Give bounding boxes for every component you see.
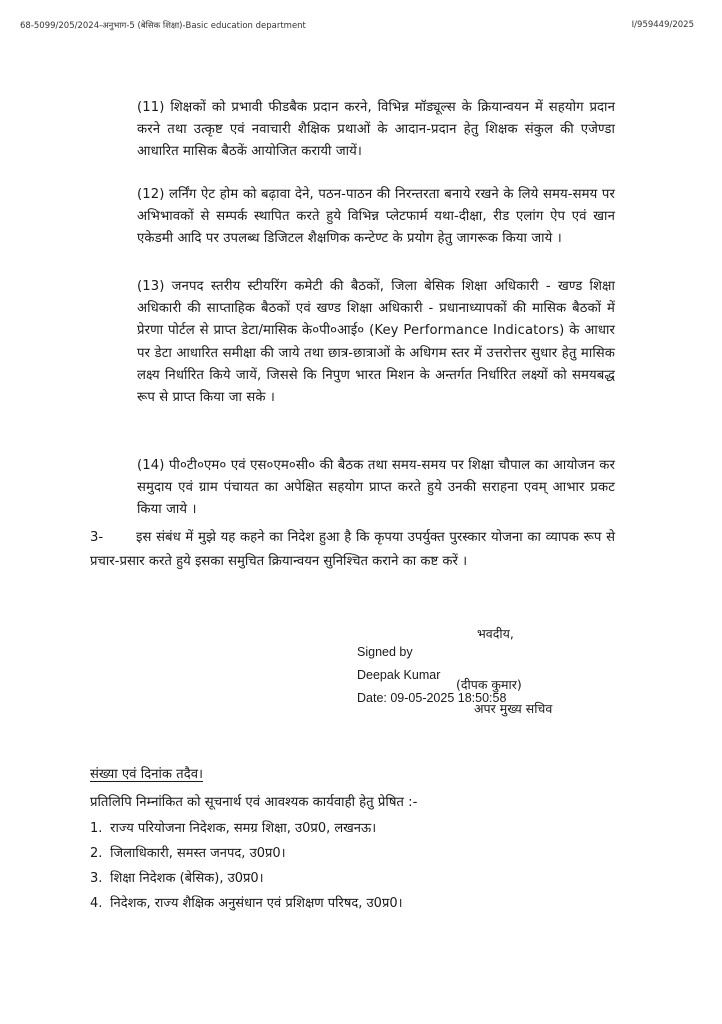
list-item <box>90 841 403 866</box>
list-item-text: निदेशक, राज्य शैक्षिक अनुसंधान एवं प्रशिक्षण परिषद, उ0प्र0। <box>110 896 403 911</box>
list-item <box>90 816 403 841</box>
digital-signature-date: Date: 09-05-2025 18:50:58 <box>357 691 507 705</box>
list-item-number: 4. <box>90 896 103 911</box>
paragraph-3-number: 3- <box>90 530 104 545</box>
paragraph-13: (13) जनपद स्तरीय स्टीयरिंग कमेटी की बैठकों, जिला बेसिक शिक्षा अधिकारी - खण्ड शिक्षा अधिकारी की साप्ताहिक बैठकों एवं खण्ड शिक्षा अधिकारी - प्रधानाध्यापकों की मासिक बैठकों में प्रेरणा पोर्टल से प्राप्त डेटा/मासिक के०पी०आई० (Key Performance Indicators) के आधार पर डेटा आधारित समीक्षा की जाये तथा छात्र-छात्राओं के अधिगम स्तर में उत्तरोत्तर सुधार हेतु मासिक लक्ष्य निर्धारित किये जायें, जिससे कि निपुण भारत मिशन के अन्तर्गत निर्धारित लक्ष्यों को समयबद्ध रूप से प्राप्त किया जा सके । <box>137 279 615 406</box>
closing-salutation: भवदीय, <box>477 626 514 641</box>
signatory-designation: अपर मुख्य सचिव <box>474 701 553 716</box>
signatory-hindi-name: (दीपक कुमार) <box>456 677 522 692</box>
list-item <box>90 866 403 891</box>
paragraph-3 <box>90 526 615 574</box>
list-item-text: राज्य परियोजना निदेशक, समग्र शिक्षा, उ0प्र0, लखनऊ। <box>110 821 377 836</box>
paragraph-12: (12) लर्निंग ऐट होम को बढ़ावा देने, पठन-पाठन की निरन्तरता बनाये रखने के लिये समय-समय पर अभिभावकों से सम्पर्क स्थापित करते हुये विभिन्न प्लेटफार्म यथा-दीक्षा, रीड एलांग ऐप एवं खान एकेडमी आदि पर उपलब्ध डिजिटल शैक्षणिक कन्टेण्ट के प्रयोग हेतु जागरूक किया जाये । <box>137 187 615 247</box>
digital-signed-by: Signed by <box>357 645 413 659</box>
copy-recipient-list <box>90 816 403 916</box>
paragraph-3-text: इस संबंध में मुझे यह कहने का निदेश हुआ है कि कृपया उपर्युक्त पुरस्कार योजना का व्यापक रूप से प्रचार-प्रसार करते हुये इसका समुचित क्रियान्वयन सुनिश्चित कराने का कष्ट करें । <box>90 530 615 569</box>
paragraph-14: (14) पी०टी०एम० एवं एस०एम०सी० की बैठक तथा समय-समय पर शिक्षा चौपाल का आयोजन कर समुदाय एवं ग्राम पंचायत का अपेक्षित सहयोग प्राप्त करते हुये उनकी सराहना एवम् आभार प्रकट किया जाये । <box>137 458 615 518</box>
list-item-text: जिलाधिकारी, समस्त जनपद, उ0प्र0। <box>110 846 286 861</box>
paragraph-11: (11) शिक्षकों को प्रभावी फीडबैक प्रदान करने, विभिन्न मॉड्यूल्स के क्रियान्वयन में सहयोग प्रदान करने तथा उत्कृष्ट एवं नवाचारी शैक्षिक प्रथाओं के आदान-प्रदान हेतु शिक्षक संकुल की एजेण्डा आधारित मासिक बैठकें आयोजित करायी जायें। <box>137 100 615 160</box>
file-reference-header: 68-5099/205/2024-अनुभाग-5 (बेसिक शिक्षा)-Basic education department <box>20 21 306 31</box>
reference-number-title: संख्या एवं दिनांक तदैव। <box>90 767 204 782</box>
digital-signer-name: Deepak Kumar <box>357 668 441 682</box>
document-id-header: I/959449/2025 <box>631 20 694 30</box>
copy-to-intro: प्रतिलिपि निम्नांकित को सूचनार्थ एवं आवश्यक कार्यवाही हेतु प्रेषित :- <box>90 795 418 810</box>
list-item <box>90 891 403 916</box>
list-item-number: 1. <box>90 821 103 836</box>
list-item-number: 2. <box>90 846 103 861</box>
list-item-number: 3. <box>90 871 103 886</box>
list-item-text: शिक्षा निदेशक (बेसिक), उ0प्र0। <box>110 871 264 886</box>
